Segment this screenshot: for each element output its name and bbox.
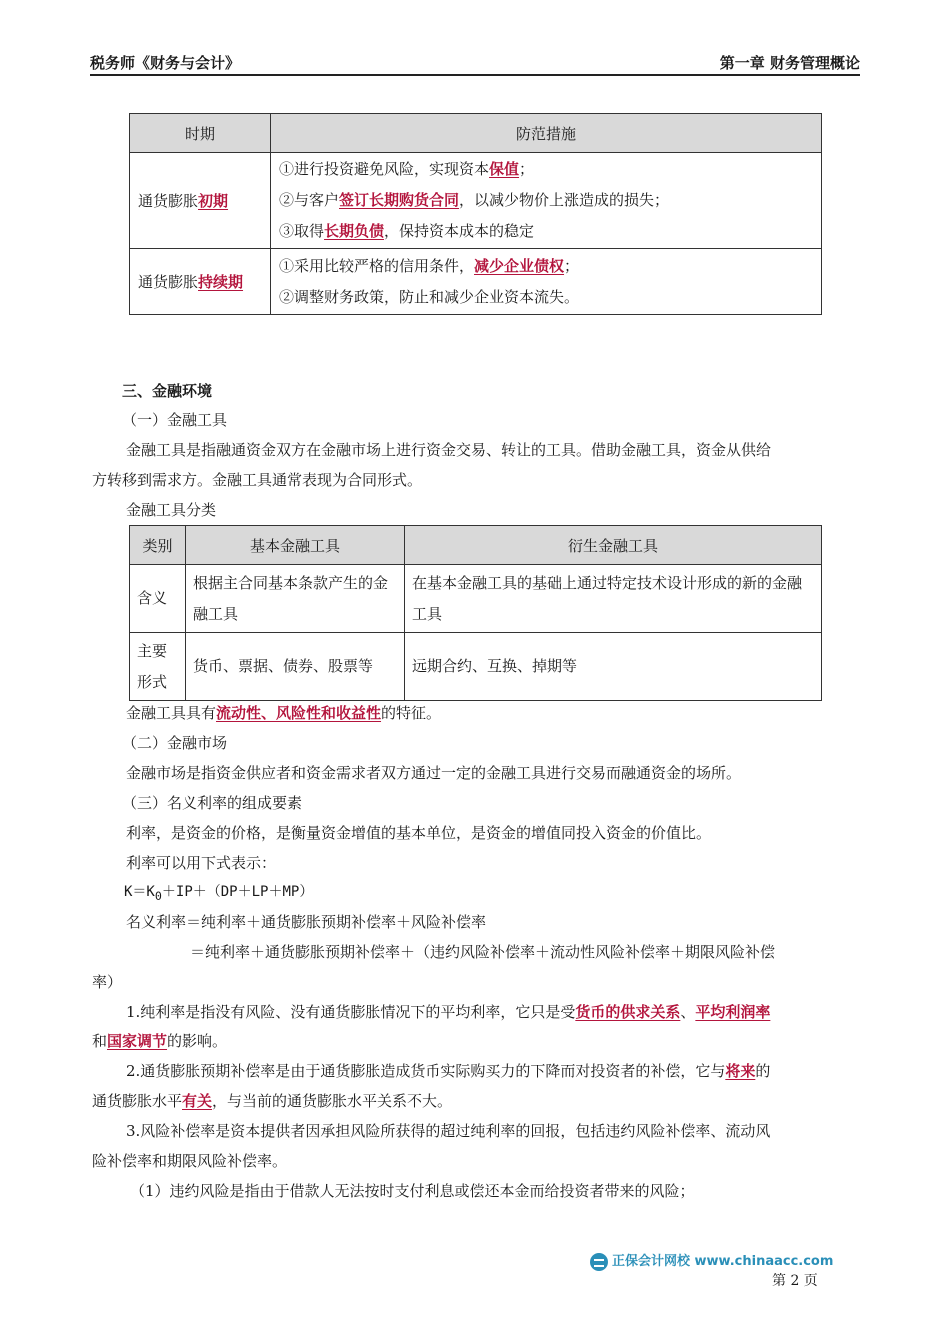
measures-cell: ①进行投资避免风险，实现资本保值； ②与客户签订长期购货合同，以减少物价上涨造成的损失； ③取得长期负债，保持资本成本的稳定 (271, 153, 822, 249)
measures-cell: ①采用比较严格的信用条件，减少企业债权； ②调整财务政策，防止和减少企业资本流失。 (271, 249, 822, 315)
paragraph: 利率，是资金的价格，是衡量资金增值的基本单位，是资金的增值同投入资金的价值比。 (126, 824, 712, 842)
paragraph: ＝纯利率＋通货膨胀预期补偿率＋（违约风险补偿率＋流动性风险补偿率＋期限风险补偿 (190, 943, 776, 961)
logo-icon (590, 1253, 608, 1271)
paragraph: 通货膨胀水平有关，与当前的通货膨胀水平关系不大。 (92, 1092, 453, 1110)
table-header-measures: 防范措施 (271, 114, 822, 153)
paragraph: 和国家调节的影响。 (92, 1032, 228, 1050)
table-header-derivative: 衍生金融工具 (405, 526, 822, 565)
table-cell: 在基本金融工具的基础上通过特定技术设计形成的新的金融工具 (405, 565, 822, 633)
header-chapter-title: 第一章 财务管理概论 (719, 54, 860, 72)
chinaacc-logo: 正保会计网校 www.chinaacc.com (590, 1250, 833, 1274)
paragraph: 率） (92, 973, 123, 991)
paragraph: 金融工具分类 (126, 501, 217, 519)
period-cell: 通货膨胀初期 (130, 153, 271, 249)
header-book-title: 税务师《财务与会计》 (90, 54, 241, 72)
table-cell: 含义 (130, 565, 186, 633)
table-row (130, 153, 822, 249)
section-title-financial-environment: 三、金融环境 (122, 382, 213, 400)
paragraph: 1.纯利率是指没有风险、没有通货膨胀情况下的平均利率，它只是受货币的供求关系、平均利润率 (126, 1003, 771, 1021)
paragraph: 金融工具具有流动性、风险性和收益性的特征。 (126, 704, 442, 722)
table-header-category: 类别 (130, 526, 186, 565)
table-row (130, 633, 822, 701)
table-row (130, 565, 822, 633)
paragraph: 名义利率＝纯利率＋通货膨胀预期补偿率＋风险补偿率 (126, 913, 487, 931)
table-cell: 货币、票据、债券、股票等 (186, 633, 405, 701)
subsection-financial-instruments: （一）金融工具 (122, 411, 228, 429)
paragraph: 利率可以用下式表示： (126, 854, 277, 872)
period-cell: 通货膨胀持续期 (130, 249, 271, 315)
subsection-financial-market: （二）金融市场 (122, 734, 228, 752)
paragraph: 险补偿率和期限风险补偿率。 (92, 1152, 288, 1170)
paragraph: 2.通货膨胀预期补偿率是由于通货膨胀造成货币实际购买力的下降而对投资者的补偿，它与将来的 (126, 1062, 771, 1080)
table-cell: 根据主合同基本条款产生的金融工具 (186, 565, 405, 633)
table-header-basic: 基本金融工具 (186, 526, 405, 565)
subsection-nominal-rate: （三）名义利率的组成要素 (122, 794, 303, 812)
paragraph: 方转移到需求方。金融工具通常表现为合同形式。 (92, 471, 423, 489)
paragraph: 金融工具是指融通资金双方在金融市场上进行资金交易、转让的工具。借助金融工具，资金从供给 (126, 441, 772, 459)
paragraph: （1）违约风险是指由于借款人无法按时支付利息或偿还本金而给投资者带来的风险； (130, 1182, 695, 1200)
formula: $K=K_0+IP+(DP+LP+MP)$ (124, 884, 314, 903)
financial-instruments-table (129, 525, 822, 701)
paragraph: 3.风险补偿率是资本提供者因承担风险所获得的超过纯利率的回报，包括违约风险补偿率、流动风 (126, 1122, 771, 1140)
inflation-measures-table (129, 113, 822, 315)
table-header-period: 时期 (130, 114, 271, 153)
table-cell: 远期合约、互换、掉期等 (405, 633, 822, 701)
paragraph: 金融市场是指资金供应者和资金需求者双方通过一定的金融工具进行交易而融通资金的场所。 (126, 764, 742, 782)
page-header (90, 52, 860, 76)
table-cell: 主要形式 (130, 633, 186, 701)
page-number: 第 2 页 (772, 1273, 818, 1289)
table-row (130, 249, 822, 315)
